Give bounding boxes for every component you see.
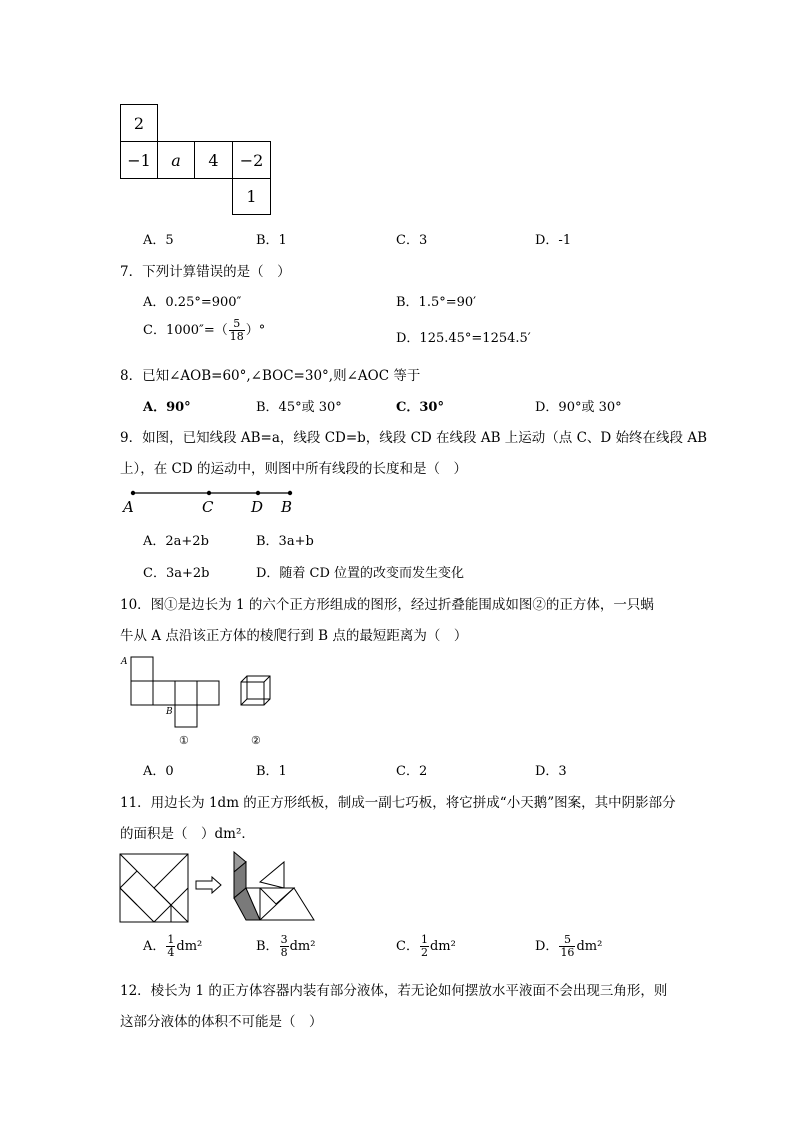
tangram-square: [120, 854, 188, 922]
q11-d-denominator: 16: [560, 946, 575, 959]
q11-a-prefix: A．: [143, 939, 166, 954]
grid-cell-neg1: −1: [120, 141, 158, 179]
q11-option-d: [535, 934, 602, 959]
q11-option-c: [396, 934, 456, 959]
q9-stem-line1: 9．如图，已知线段 AB=a，线段 CD=b，线段 CD 在线段 AB 上运动（点 C、D 始终在线段 AB: [120, 430, 707, 446]
q7-c-prefix: C．1000″=（: [143, 323, 228, 338]
point-c: [207, 491, 211, 495]
net-label-b: B: [166, 707, 173, 717]
label-d: D: [251, 498, 264, 516]
point-a: [131, 491, 135, 495]
net-square-3: [175, 681, 197, 705]
q11-tangram-figure: [118, 848, 318, 926]
grid-cell-top: 2: [120, 104, 158, 142]
q11-b-unit: dm²: [289, 939, 316, 954]
q11-c-prefix: C．: [396, 939, 419, 954]
q11-c-numerator: 1: [420, 933, 428, 946]
q11-d-fraction: [559, 934, 575, 959]
q12-stem-line2: 这部分液体的体积不可能是（ ）: [120, 1014, 323, 1030]
net-square-4: [197, 681, 219, 705]
q10-option-b: B．1: [256, 764, 287, 779]
figure-1-label: ①: [179, 734, 189, 747]
q6-option-d: D．-1: [535, 233, 572, 248]
q6-option-c: C．3: [396, 233, 428, 248]
q11-b-prefix: B．: [256, 939, 279, 954]
q7-option-c: [143, 318, 265, 343]
q12-stem-line1: 12．棱长为 1 的正方体容器内装有部分液体，若无论如何摆放水平液面不会出现三角形，则: [120, 983, 668, 999]
figure-2-label: ②: [251, 734, 261, 747]
grid-cell-bottom: 1: [232, 178, 271, 215]
q11-d-unit: dm²: [576, 939, 603, 954]
q10-net-figure: [115, 653, 225, 747]
point-b: [288, 491, 292, 495]
q8-option-b: B．45°或 30°: [256, 400, 342, 415]
q7-option-b: B．1.5°=90′: [396, 295, 477, 310]
q11-stem-line2: 的面积是（ ）dm²．: [120, 826, 255, 842]
q11-a-unit: dm²: [176, 939, 203, 954]
q10-stem-line1: 10．图①是边长为 1 的六个正方形组成的图形，经过折叠能围成如图②的正方体，一只蜗: [120, 597, 654, 613]
q11-c-fraction: [420, 934, 429, 959]
q11-b-fraction: [280, 934, 289, 959]
q7-option-d: D．125.45°=1254.5′: [396, 331, 531, 346]
q9-stem-line2: 上），在 CD 的运动中，则图中所有线段的长度和是（ ）: [120, 461, 467, 477]
point-d: [256, 491, 260, 495]
q11-a-fraction: [166, 934, 175, 959]
q11-a-denominator: 4: [167, 946, 175, 959]
cube-edge: [264, 676, 270, 682]
cube-edge: [241, 676, 247, 682]
grid-cell-neg2: −2: [232, 141, 271, 179]
q10-option-c: C．2: [396, 764, 428, 779]
q10-cube-figure: [235, 672, 280, 747]
q11-c-denominator: 2: [420, 946, 428, 959]
q11-b-denominator: 8: [280, 946, 288, 959]
q11-option-b: [256, 934, 315, 959]
transform-arrow: [196, 877, 221, 893]
q8-stem: 8．已知∠AOB=60°,∠BOC=30°,则∠AOC 等于: [120, 368, 421, 384]
label-c: C: [202, 498, 214, 516]
net-square-top: [131, 657, 153, 681]
q9-option-d: D．随着 CD 位置的改变而发生变化: [256, 566, 465, 581]
q6-option-b: B．1: [256, 233, 287, 248]
q9-segment-figure: [115, 484, 305, 518]
cube-edge: [264, 699, 270, 705]
q8-option-c: C．30°: [396, 400, 444, 415]
q8-option-a: A．90°: [143, 400, 191, 415]
net-label-a: A: [121, 657, 128, 667]
label-a: A: [123, 498, 134, 516]
grid-cell-a: a: [157, 141, 195, 179]
q6-option-a: A．5: [143, 233, 174, 248]
q7-stem: 7．下列计算错误的是（ ）: [120, 264, 291, 280]
q7-c-fraction: [229, 318, 245, 343]
net-square-bottom: [175, 705, 197, 727]
q11-option-a: [143, 934, 202, 959]
q9-option-c: C．3a+2b: [143, 566, 210, 581]
q11-d-prefix: D．: [535, 939, 559, 954]
label-b: B: [281, 498, 293, 516]
q7-option-a: A．0.25°=900″: [143, 295, 242, 310]
q11-d-numerator: 5: [559, 934, 575, 947]
q8-option-d: D．90°或 30°: [535, 400, 622, 415]
net-square-2: [153, 681, 175, 705]
q9-option-b: B．3a+b: [256, 534, 314, 549]
q9-option-a: A．2a+2b: [143, 534, 209, 549]
net-square-left: [131, 681, 153, 705]
swan-figure: [234, 852, 314, 920]
q11-c-unit: dm²: [429, 939, 456, 954]
q10-option-a: A．0: [143, 764, 174, 779]
q10-stem-line2: 牛从 A 点沿该正方体的棱爬行到 B 点的最短距离为（ ）: [120, 628, 468, 644]
q10-option-d: D．3: [535, 764, 567, 779]
swan-wing-top: [260, 862, 284, 888]
q11-a-numerator: 1: [167, 933, 175, 946]
q7-c-denominator: 18: [229, 330, 244, 343]
q11-stem-line1: 11．用边长为 1dm 的正方形纸板，制成一副七巧板，将它拼成“小天鹅”图案，其中阴影部分: [120, 795, 676, 811]
q7-c-suffix: ）°: [245, 323, 266, 338]
q11-b-numerator: 3: [280, 933, 288, 946]
grid-cell-4: 4: [194, 141, 233, 179]
cube-edge: [241, 699, 247, 705]
q7-c-numerator: 5: [229, 318, 245, 331]
